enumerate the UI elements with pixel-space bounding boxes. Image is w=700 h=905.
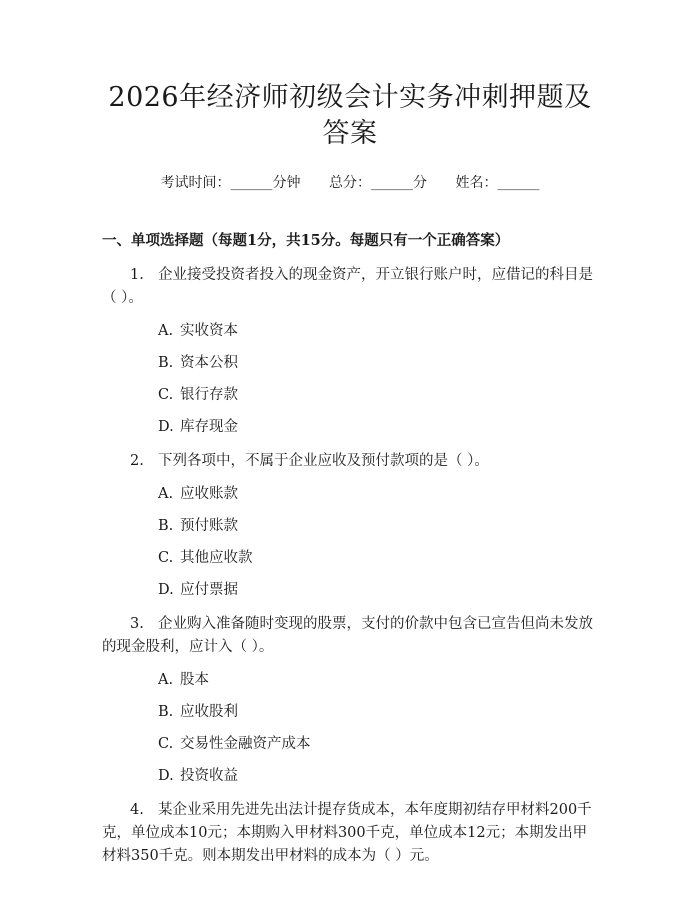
option-c (158, 734, 598, 755)
option-a (158, 321, 598, 342)
option-label: D. (158, 419, 174, 435)
option-label: D. (158, 768, 174, 784)
option-text: 应付票据 (180, 582, 238, 598)
question-text: 企业接受投资者投入的现金资产，开立银行账户时，应借记的科目是（ ）。 (102, 267, 593, 306)
option-text: 股本 (180, 672, 209, 688)
question-text: 某企业采用先进先出法计提存货成本，本年度期初结存甲材料200千克，单位成本10元；本期购入甲材料300千克，单位成本12元；本期发出甲材料350千克。则本期发出甲材料的成本为（ ）元。 (102, 802, 592, 864)
option-text: 投资收益 (180, 768, 238, 784)
option-b (158, 702, 598, 723)
question-number: 2. (130, 453, 144, 469)
option-label: C. (158, 736, 174, 752)
option-text: 银行存款 (180, 387, 238, 403)
option-label: A. (158, 672, 174, 688)
exam-score: 总分：______分 (329, 175, 427, 191)
option-text: 交易性金融资产成本 (180, 736, 311, 752)
option-label: D. (158, 582, 174, 598)
option-label: B. (158, 518, 174, 534)
question-text: 下列各项中，不属于企业应收及预付款项的是（ ）。 (158, 453, 489, 469)
question-1 (102, 264, 598, 310)
question-number: 3. (130, 616, 144, 632)
option-a (158, 484, 598, 505)
option-d (158, 766, 598, 787)
option-text: 预付账款 (180, 518, 238, 534)
option-a (158, 670, 598, 691)
option-label: B. (158, 355, 174, 371)
question-number: 1. (130, 267, 144, 283)
question-number: 4. (130, 802, 144, 818)
option-text: 其他应收款 (180, 550, 253, 566)
option-label: C. (158, 387, 174, 403)
document-title: 2026年经济师初级会计实务冲刺押题及答案 (108, 82, 592, 149)
question-2-options (102, 484, 598, 601)
exam-info (102, 172, 598, 194)
option-text: 应收股利 (180, 704, 238, 720)
option-b (158, 516, 598, 537)
option-c (158, 385, 598, 406)
exam-time: 考试时间：______分钟 (160, 175, 301, 191)
option-d (158, 580, 598, 601)
question-2 (102, 450, 598, 473)
question-4 (102, 799, 598, 868)
exam-name: 姓名：______ (455, 175, 540, 191)
option-label: A. (158, 323, 174, 339)
option-text: 资本公积 (180, 355, 238, 371)
option-text: 库存现金 (180, 419, 238, 435)
option-label: B. (158, 704, 174, 720)
option-c (158, 548, 598, 569)
question-3 (102, 613, 598, 659)
section-heading: 一、单项选择题（每题1分，共15分。每题只有一个正确答案） (102, 232, 510, 249)
option-d (158, 417, 598, 438)
question-text: 企业购入准备随时变现的股票，支付的价款中包含已宣告但尚未发放的现金股利，应计入（ ）。 (102, 616, 593, 655)
option-label: A. (158, 486, 174, 502)
option-text: 实收资本 (180, 323, 238, 339)
option-label: C. (158, 550, 174, 566)
option-text: 应收账款 (180, 486, 238, 502)
question-1-options (102, 321, 598, 438)
option-b (158, 353, 598, 374)
question-3-options (102, 670, 598, 787)
